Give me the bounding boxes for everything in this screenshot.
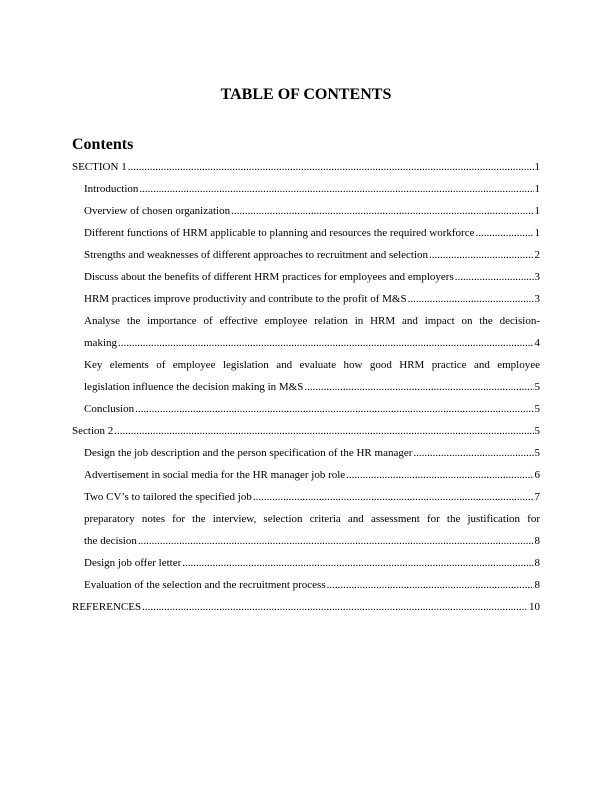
toc-entry[interactable]: [72, 552, 540, 574]
dot-leader: [408, 288, 534, 310]
toc-entry-title: Design job offer letter: [84, 557, 182, 569]
dot-leader: [253, 486, 534, 508]
toc-entry-page-number: 1: [534, 227, 540, 239]
dot-leader: [304, 376, 533, 398]
toc-entry[interactable]: [72, 310, 540, 354]
toc-entry-title: REFERENCES: [72, 601, 142, 613]
toc-entry-page-number: 7: [534, 491, 540, 503]
dot-leader: [182, 552, 533, 574]
dot-leader: [142, 596, 528, 618]
toc-entry[interactable]: [72, 178, 540, 200]
dot-leader: [114, 420, 533, 442]
dot-leader: [138, 530, 534, 552]
toc-entry-page-number: 4: [534, 337, 540, 349]
dot-leader: [346, 464, 533, 486]
dot-leader: [135, 398, 533, 420]
toc-entry-title: Introduction: [84, 183, 139, 195]
toc-entry-page-number: 10: [529, 601, 540, 613]
toc-entry-title: Conclusion: [84, 403, 135, 415]
toc-entry[interactable]: [72, 156, 540, 178]
toc-entry[interactable]: [72, 596, 540, 618]
dot-leader: [413, 442, 533, 464]
toc-entry[interactable]: [72, 244, 540, 266]
toc-entry-first-line: preparatory notes for the interview, selection criteria and assessment for the justification for: [84, 513, 540, 525]
toc-entry-title: the decision: [84, 535, 137, 547]
toc-entry-title: Two CV’s to tailored the specified job: [84, 491, 252, 503]
dot-leader: [429, 244, 533, 266]
toc-entry-title: HRM practices improve productivity and contribute to the profit of M&S: [84, 293, 407, 305]
toc-entry-title: Overview of chosen organization: [84, 205, 231, 217]
dot-leader: [128, 156, 534, 178]
toc-entry-page-number: 8: [534, 579, 540, 591]
toc-entry[interactable]: [72, 222, 540, 244]
toc-entry-page-number: 5: [534, 381, 540, 393]
toc-entry-title: SECTION 1: [72, 161, 127, 173]
toc-entry-page-number: 5: [534, 447, 540, 459]
toc-entry-title: legislation influence the decision making in M&S: [84, 381, 304, 393]
toc-entry-page-number: 1: [534, 161, 540, 173]
toc-entry-title: Strengths and weaknesses of different approaches to recruitment and selection: [84, 249, 429, 261]
toc-entry-first-line: Analyse the importance of effective employee relation in HRM and impact on the decision-: [84, 315, 540, 327]
toc-entry-page-number: 3: [534, 271, 540, 283]
toc-entry-title: Section 2: [72, 425, 114, 437]
dot-leader: [475, 222, 533, 244]
toc-entry-page-number: 8: [534, 535, 540, 547]
toc-entry-page-number: 8: [534, 557, 540, 569]
toc-entry-page-number: 6: [534, 469, 540, 481]
toc-entry-title: Different functions of HRM applicable to planning and resources the required workforce: [84, 227, 475, 239]
toc-entry-first-line: Key elements of employee legislation and evaluate how good HRM practice and employee: [84, 359, 540, 371]
dot-leader: [118, 332, 534, 354]
toc-entry-page-number: 2: [534, 249, 540, 261]
toc-entry-title: Advertisement in social media for the HR manager job role: [84, 469, 346, 481]
toc-entry-page-number: 5: [534, 403, 540, 415]
toc-entry[interactable]: [72, 486, 540, 508]
toc-entry[interactable]: [72, 508, 540, 552]
table-of-contents: [72, 156, 540, 618]
toc-entry-page-number: 5: [534, 425, 540, 437]
dot-leader: [327, 574, 534, 596]
toc-entry-title: making: [84, 337, 117, 349]
toc-entry[interactable]: [72, 200, 540, 222]
dot-leader: [455, 266, 534, 288]
toc-entry[interactable]: [72, 420, 540, 442]
toc-entry[interactable]: [72, 442, 540, 464]
toc-entry-title: Discuss about the benefits of different HRM practices for employees and employers: [84, 271, 454, 283]
toc-entry[interactable]: [72, 266, 540, 288]
contents-heading: Contents: [72, 136, 134, 153]
toc-entry-page-number: 1: [534, 205, 540, 217]
toc-entry-title: Design the job description and the person specification of the HR manager: [84, 447, 413, 459]
dot-leader: [139, 178, 533, 200]
toc-entry[interactable]: [72, 354, 540, 398]
toc-entry[interactable]: [72, 464, 540, 486]
document-title: TABLE OF CONTENTS: [220, 86, 392, 103]
toc-entry-page-number: 1: [534, 183, 540, 195]
toc-entry[interactable]: [72, 398, 540, 420]
toc-entry[interactable]: [72, 288, 540, 310]
toc-entry[interactable]: [72, 574, 540, 596]
toc-entry-title: Evaluation of the selection and the recruitment process: [84, 579, 326, 591]
dot-leader: [231, 200, 533, 222]
toc-entry-page-number: 3: [534, 293, 540, 305]
